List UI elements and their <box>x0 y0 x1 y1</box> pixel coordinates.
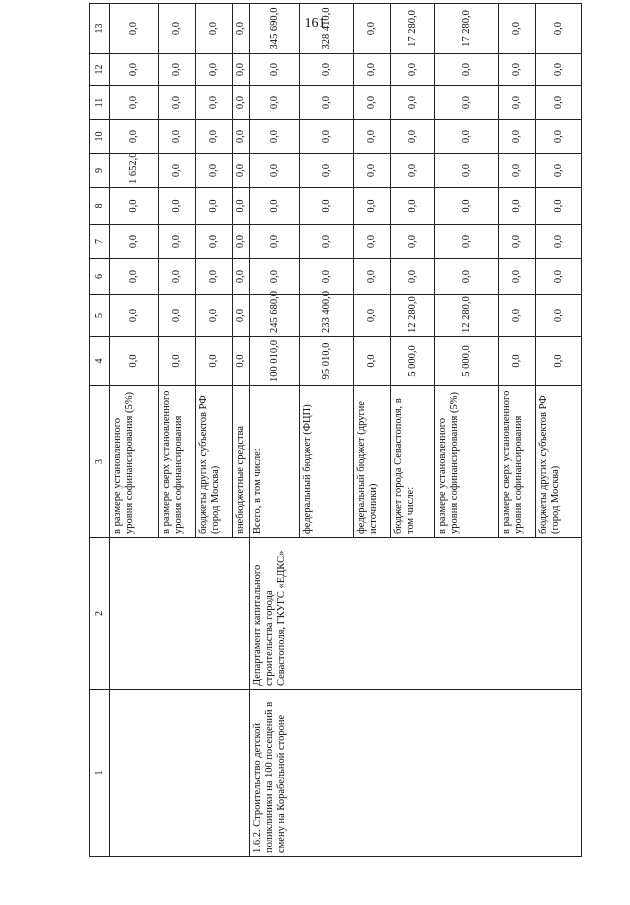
col-number: 10 <box>90 120 110 154</box>
value-cell: 0,0 <box>435 225 499 259</box>
value-cell: 5 000,0 <box>391 337 435 386</box>
row-label: Всего, в том числе: <box>250 386 300 538</box>
value-cell: 0,0 <box>499 120 536 154</box>
value-cell: 0,0 <box>233 295 250 337</box>
value-cell: 0,0 <box>250 154 300 188</box>
value-cell: 0,0 <box>354 259 391 295</box>
value-cell: 0,0 <box>233 154 250 188</box>
value-cell: 0,0 <box>250 259 300 295</box>
value-cell: 0,0 <box>536 120 582 154</box>
value-cell: 0,0 <box>435 154 499 188</box>
value-cell: 0,0 <box>536 154 582 188</box>
value-cell: 0,0 <box>233 337 250 386</box>
page-number: 161 <box>304 16 326 31</box>
value-cell: 0,0 <box>110 120 159 154</box>
value-cell: 0,0 <box>250 54 300 86</box>
value-cell: 345 690,0 <box>250 4 300 54</box>
value-cell: 0,0 <box>110 54 159 86</box>
value-cell: 0,0 <box>499 259 536 295</box>
value-cell: 0,0 <box>300 120 354 154</box>
value-cell: 0,0 <box>499 4 536 54</box>
row-label: в размере установленного уровня софинансирования (5%) <box>435 386 499 538</box>
value-cell: 0,0 <box>354 295 391 337</box>
value-cell: 0,0 <box>391 188 435 225</box>
value-cell: 0,0 <box>159 337 196 386</box>
value-cell: 0,0 <box>499 188 536 225</box>
value-cell: 0,0 <box>110 4 159 54</box>
value-cell: 0,0 <box>354 54 391 86</box>
value-cell: 17 280,0 <box>391 4 435 54</box>
value-cell: 0,0 <box>300 154 354 188</box>
value-cell: 0,0 <box>159 4 196 54</box>
value-cell: 0,0 <box>300 259 354 295</box>
value-cell: 0,0 <box>110 225 159 259</box>
value-cell: 0,0 <box>391 86 435 120</box>
value-cell: 0,0 <box>354 4 391 54</box>
value-cell: 0,0 <box>233 188 250 225</box>
row-label: федеральный бюджет (ФЦП) <box>300 386 354 538</box>
value-cell: 0,0 <box>110 259 159 295</box>
value-cell: 0,0 <box>499 86 536 120</box>
value-cell: 0,0 <box>499 295 536 337</box>
value-cell: 0,0 <box>499 54 536 86</box>
col-number: 6 <box>90 259 110 295</box>
value-cell: 0,0 <box>536 86 582 120</box>
value-cell: 0,0 <box>499 337 536 386</box>
value-cell: 328 410,0 <box>300 4 354 54</box>
value-cell: 0,0 <box>250 225 300 259</box>
value-cell: 0,0 <box>536 54 582 86</box>
value-cell: 0,0 <box>159 188 196 225</box>
row-label: бюджеты других субъектов РФ (город Москва) <box>196 386 233 538</box>
value-cell: 100 010,0 <box>250 337 300 386</box>
value-cell: 0,0 <box>233 4 250 54</box>
value-cell: 0,0 <box>233 86 250 120</box>
value-cell: 0,0 <box>196 295 233 337</box>
col-number: 4 <box>90 337 110 386</box>
value-cell: 0,0 <box>435 86 499 120</box>
value-cell: 0,0 <box>159 54 196 86</box>
row-label: бюджеты других субъектов РФ (город Москва) <box>536 386 582 538</box>
value-cell: 0,0 <box>536 188 582 225</box>
value-cell: 0,0 <box>536 337 582 386</box>
value-cell: 0,0 <box>300 188 354 225</box>
table-row <box>110 4 159 857</box>
value-cell: 0,0 <box>196 86 233 120</box>
value-cell: 12 280,0 <box>435 295 499 337</box>
value-cell: 5 000,0 <box>435 337 499 386</box>
value-cell: 0,0 <box>391 259 435 295</box>
value-cell: 0,0 <box>196 188 233 225</box>
value-cell: 0,0 <box>196 120 233 154</box>
col-number: 1 <box>90 690 110 857</box>
funding-table <box>89 3 582 857</box>
value-cell: 0,0 <box>354 154 391 188</box>
value-cell: 0,0 <box>250 188 300 225</box>
value-cell: 0,0 <box>233 120 250 154</box>
value-cell: 0,0 <box>536 225 582 259</box>
value-cell: 0,0 <box>110 337 159 386</box>
value-cell: 0,0 <box>354 120 391 154</box>
empty-name-cell <box>110 690 250 857</box>
col-number: 9 <box>90 154 110 188</box>
value-cell: 0,0 <box>110 295 159 337</box>
value-cell: 0,0 <box>159 225 196 259</box>
col-number: 11 <box>90 86 110 120</box>
col-number: 7 <box>90 225 110 259</box>
value-cell: 0,0 <box>110 86 159 120</box>
value-cell: 0,0 <box>110 188 159 225</box>
value-cell: 17 280,0 <box>435 4 499 54</box>
value-cell: 0,0 <box>196 154 233 188</box>
row-label: в размере установленного уровня софинансирования (5%) <box>110 386 159 538</box>
value-cell: 0,0 <box>233 259 250 295</box>
value-cell: 0,0 <box>354 337 391 386</box>
value-cell: 0,0 <box>435 120 499 154</box>
value-cell: 245 680,0 <box>250 295 300 337</box>
col-number: 13 <box>90 4 110 54</box>
column-number-row <box>90 4 110 857</box>
value-cell: 0,0 <box>391 54 435 86</box>
value-cell: 0,0 <box>435 259 499 295</box>
measure-name-cell: 1.6.2. Строительство детской поликлиники на 100 посещений в смену на Корабельной стороне <box>250 690 582 857</box>
row-label: внебюджетные средства <box>233 386 250 538</box>
table-row <box>250 4 300 857</box>
value-cell: 1 652,0 <box>110 154 159 188</box>
value-cell: 0,0 <box>250 86 300 120</box>
row-label: бюджет города Севастополя, в том числе: <box>391 386 435 538</box>
value-cell: 0,0 <box>159 154 196 188</box>
empty-executor-cell <box>110 538 250 690</box>
value-cell: 0,0 <box>499 154 536 188</box>
value-cell: 0,0 <box>391 120 435 154</box>
value-cell: 0,0 <box>435 188 499 225</box>
col-number: 3 <box>90 386 110 538</box>
row-label: федеральный бюджет (другие источники) <box>354 386 391 538</box>
value-cell: 0,0 <box>499 225 536 259</box>
value-cell: 0,0 <box>354 225 391 259</box>
value-cell: 0,0 <box>233 225 250 259</box>
value-cell: 0,0 <box>196 4 233 54</box>
value-cell: 0,0 <box>354 86 391 120</box>
col-number: 12 <box>90 54 110 86</box>
value-cell: 0,0 <box>300 225 354 259</box>
value-cell: 0,0 <box>391 154 435 188</box>
value-cell: 0,0 <box>159 86 196 120</box>
value-cell: 0,0 <box>196 337 233 386</box>
value-cell: 0,0 <box>354 188 391 225</box>
value-cell: 0,0 <box>391 225 435 259</box>
value-cell: 0,0 <box>536 259 582 295</box>
value-cell: 0,0 <box>196 225 233 259</box>
row-label: в размере сверх установленного уровня софинансирования <box>159 386 196 538</box>
value-cell: 0,0 <box>250 120 300 154</box>
value-cell: 0,0 <box>233 54 250 86</box>
value-cell: 0,0 <box>435 54 499 86</box>
executor-cell: Департамент капитального строительства города Севастополя, ГКУГС «ЕДКС» <box>250 538 582 690</box>
value-cell: 0,0 <box>196 259 233 295</box>
value-cell: 0,0 <box>300 86 354 120</box>
value-cell: 0,0 <box>159 259 196 295</box>
value-cell: 0,0 <box>159 295 196 337</box>
col-number: 2 <box>90 538 110 690</box>
value-cell: 233 400,0 <box>300 295 354 337</box>
value-cell: 0,0 <box>300 54 354 86</box>
value-cell: 12 280,0 <box>391 295 435 337</box>
value-cell: 0,0 <box>536 295 582 337</box>
value-cell: 95 010,0 <box>300 337 354 386</box>
col-number: 5 <box>90 295 110 337</box>
value-cell: 0,0 <box>159 120 196 154</box>
value-cell: 0,0 <box>536 4 582 54</box>
col-number: 8 <box>90 188 110 225</box>
row-label: в размере сверх установленного уровня софинансирования <box>499 386 536 538</box>
value-cell: 0,0 <box>196 54 233 86</box>
